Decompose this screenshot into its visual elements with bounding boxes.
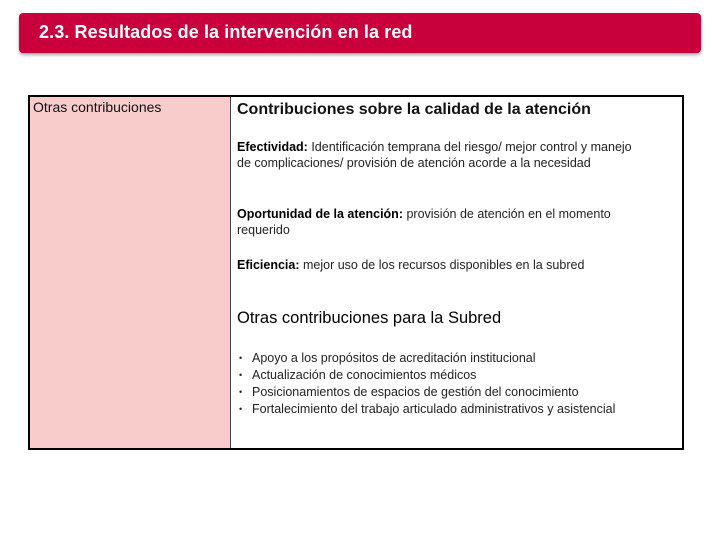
list-item-text: Actualización de conocimientos médicos [252,368,477,382]
list-item-text: Posicionamientos de espacios de gestión del conocimiento [252,385,579,399]
list-item-text: Apoyo a los propósitos de acreditación institucional [252,351,536,365]
oportunidad-paragraph [237,206,647,238]
bullet-icon: • [239,370,243,380]
efectividad-paragraph [237,139,647,171]
oportunidad-text: provisión de atención en el momento requerido [237,207,611,237]
subred-subtitle: Otras contribuciones para la Subred [237,309,502,327]
subred-bullet-list [237,350,615,418]
eficiencia-term: Eficiencia: [237,258,300,272]
left-column [30,97,231,448]
bullet-icon: • [239,353,243,363]
bullet-icon: • [239,404,243,414]
slide-header-bar [19,13,701,53]
list-item [237,401,615,418]
eficiencia-text: mejor uso de los recursos disponibles en la subred [299,258,585,272]
list-item-text: Fortalecimiento del trabajo articulado administrativos y asistencial [252,402,616,416]
list-item [237,384,615,401]
bullet-icon: • [239,387,243,397]
oportunidad-term: Oportunidad de la atención: [237,207,403,221]
left-column-label: Otras contribuciones [33,99,162,115]
list-item [237,367,615,384]
section-title: Contribuciones sobre la calidad de la atención [237,101,591,118]
efectividad-term: Efectividad: [237,140,308,154]
content-table [28,95,684,450]
slide-title: 2.3. Resultados de la intervención en la red [39,22,413,42]
right-column [231,97,682,448]
eficiencia-paragraph [237,257,647,273]
efectividad-text: Identificación temprana del riesgo/ mejor control y manejo de complicaciones/ provisión de atención acorde a la necesidad [237,140,632,170]
list-item [237,350,615,367]
